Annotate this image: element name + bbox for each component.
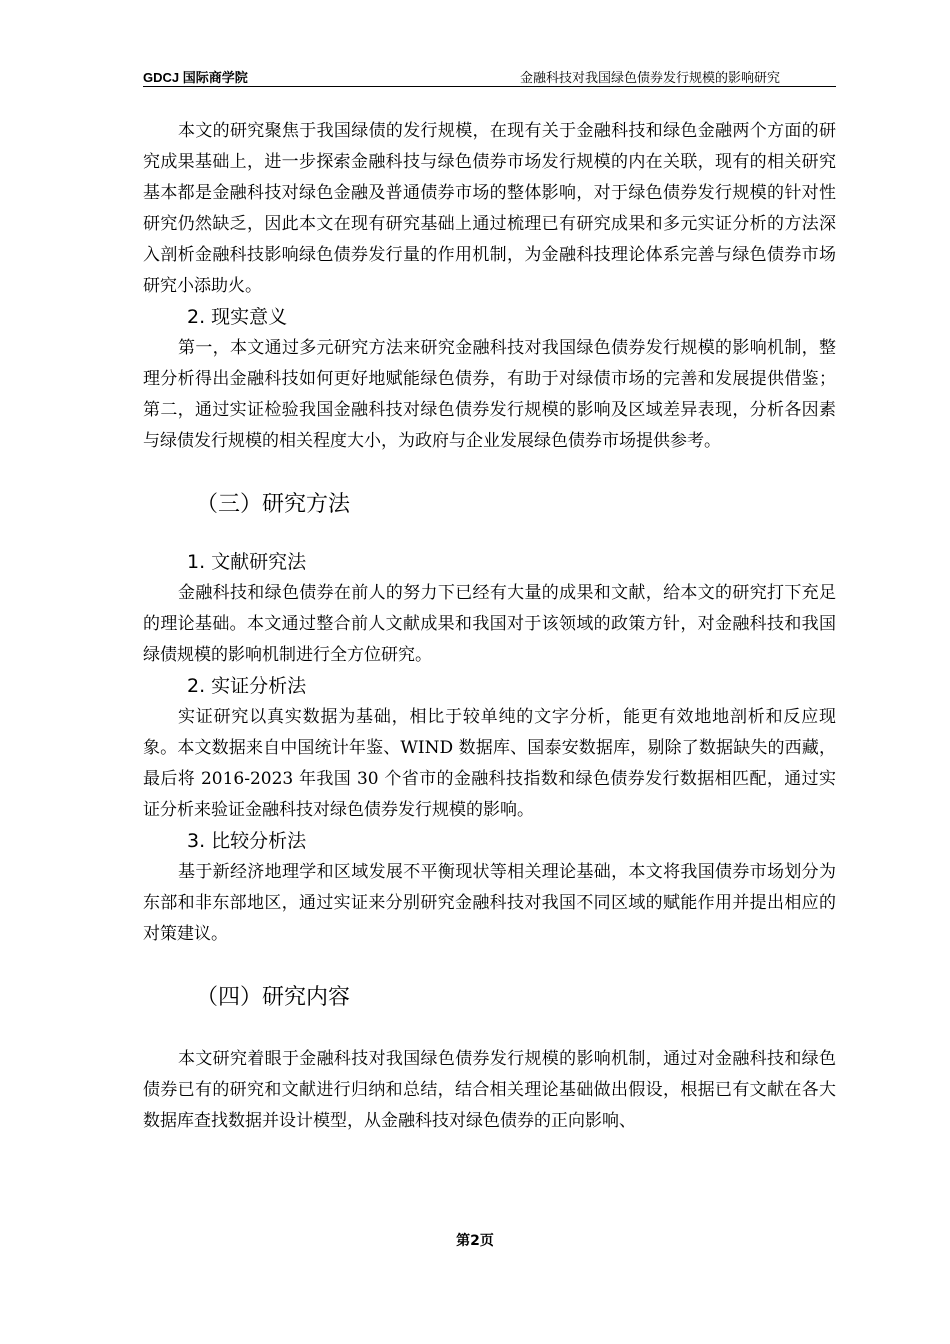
heading-empirical-method: 2. 实证分析法 [187,675,307,697]
paragraph-comparative-method: 基于新经济地理学和区域发展不平衡现状等相关理论基础，本文将我国债券市场划分为东部和非东部地区，通过实证来分别研究金融科技对我国不同区域的赋能作用并提出相应的对策建议。 [143,862,836,944]
heading-literature-method: 1. 文献研究法 [187,551,307,573]
header-school-name: GDCJ 国际商学院 [143,70,248,85]
paragraph-practical-significance: 第一，本文通过多元研究方法来研究金融科技对我国绿色债券发行规模的影响机制，整理分析得出金融科技如何更好地赋能绿色债券，有助于对绿债市场的完善和发展提供借鉴；第二，通过实证检验我国金融科技对绿色债券发行规模的影响及区域差异表现，分析各因素与绿债发行规模的相关程度大小，为政府与企业发展绿色债券市场提供参考。 [143,338,836,451]
heading-research-content: （四）研究内容 [196,985,351,1010]
header-thesis-title: 金融科技对我国绿色债券发行规模的影响研究 [519,71,780,86]
page-content [143,116,836,1137]
paragraph-empirical-method: 实证研究以真实数据为基础，相比于较单纯的文字分析，能更有效地地剖析和反应现象。本文数据来自中国统计年鉴、WIND 数据库、国泰安数据库，剔除了数据缺失的西藏，最后将 2016-2023 年我国 30 个省市的金融科技指数和绿色债券发行数据相匹配，通过实证分析来验证金融科技对绿色债券发行规模的影响。 [143,707,836,820]
paragraph-theoretical-significance: 本文的研究聚焦于我国绿债的发行规模，在现有关于金融科技和绿色金融两个方面的研究成果基础上，进一步探索金融科技与绿色债券市场发行规模的内在关联，现有的相关研究基本都是金融科技对绿色金融及普通债券市场的整体影响，对于绿色债券发行规模的针对性研究仍然缺乏，因此本文在现有研究基础上通过梳理已有研究成果和多元实证分析的方法深入剖析金融科技影响绿色债券发行量的作用机制，为金融科技理论体系完善与绿色债券市场研究小添助火。 [143,121,836,296]
paragraph-research-content: 本文研究着眼于金融科技对我国绿色债券发行规模的影响机制，通过对金融科技和绿色债券已有的研究和文献进行归纳和总结，结合相关理论基础做出假设，根据已有文献在各大数据库查找数据并设计模型，从金融科技对绿色债券的正向影响、 [143,1049,836,1131]
paragraph-literature-method: 金融科技和绿色债券在前人的努力下已经有大量的成果和文献，给本文的研究打下充足的理论基础。本文通过整合前人文献成果和我国对于该领域的政策方针，对金融科技和我国绿债规模的影响机制进行全方位研究。 [143,583,836,665]
page-header [143,66,836,87]
heading-research-methods: （三）研究方法 [196,492,351,517]
heading-practical-significance: 2. 现实意义 [187,306,288,328]
heading-comparative-method: 3. 比较分析法 [187,830,307,852]
page-number: 第2页 [456,1233,494,1249]
